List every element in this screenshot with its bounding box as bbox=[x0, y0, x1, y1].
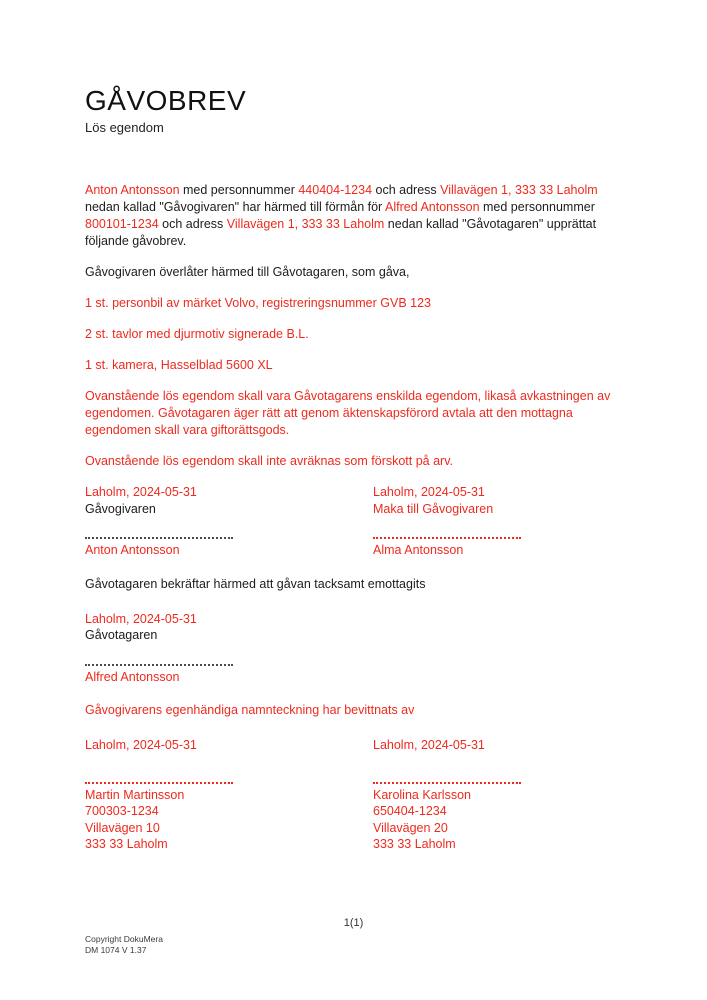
text-segment: med personnummer bbox=[479, 200, 595, 214]
spouse-signature-block bbox=[373, 484, 661, 559]
witness2-address-city: 333 33 Laholm bbox=[373, 837, 456, 851]
donor-signature-role: Gåvogivaren bbox=[85, 501, 156, 516]
recipient-confirmation: Gåvotagaren bekräftar härmed att gåvan tacksamt emottagits bbox=[85, 576, 426, 591]
witness2-block bbox=[373, 737, 661, 853]
gift-item-3: 1 st. kamera, Hasselblad 5600 XL bbox=[85, 358, 273, 372]
witness2-address-street: Villavägen 20 bbox=[373, 820, 448, 835]
spouse-signature-date: Laholm, 2024-05-31 bbox=[373, 485, 485, 499]
gift-item-1: 1 st. personbil av märket Volvo, registreringsnummer GVB 123 bbox=[85, 296, 431, 310]
donor-signature-line bbox=[85, 537, 233, 539]
document-title: GÅVOBREV bbox=[85, 85, 247, 116]
text-segment: Villavägen 1, 333 33 Laholm bbox=[440, 183, 598, 197]
witness2-name: Karolina Karlsson bbox=[373, 787, 471, 802]
donor-signature-name: Anton Antonsson bbox=[85, 543, 180, 557]
witness1-date: Laholm, 2024-05-31 bbox=[85, 738, 197, 752]
text-segment: Villavägen 1, 333 33 Laholm bbox=[226, 217, 385, 231]
inheritance-advance-clause: Ovanstående lös egendom skall inte avräknas som förskott på arv. bbox=[85, 454, 454, 468]
text-segment: 440404-1234 bbox=[298, 183, 373, 197]
witness1-name: Martin Martinsson bbox=[85, 787, 185, 802]
copyright-line: Copyright DokuMera bbox=[85, 934, 163, 944]
gift-item-2: 2 st. tavlor med djurmotiv signerade B.L. bbox=[85, 327, 309, 341]
document-subtitle: Lös egendom bbox=[85, 120, 164, 135]
witness2-date: Laholm, 2024-05-31 bbox=[373, 738, 485, 752]
text-segment: nedan kallad "Gåvotagaren" upprättat följande gåvobrev. bbox=[85, 217, 597, 248]
recipient-signature-block bbox=[85, 611, 373, 686]
text-segment: med personnummer bbox=[179, 183, 299, 197]
separate-property-clause: Ovanstående lös egendom skall vara Gåvotagarens enskilda egendom, likaså avkastningen av egendomen. Gåvotagaren äger rätt att genom äktenskapsförord avtala att den mottagna egendomen skall vara giftorättsgods. bbox=[85, 389, 611, 437]
donor-signature-block bbox=[85, 484, 373, 559]
document-id-line: DM 1074 V 1.37 bbox=[85, 945, 147, 955]
witness-signature-row bbox=[85, 737, 625, 853]
text-segment: 800101-1234 bbox=[85, 217, 159, 231]
spouse-signature-name: Alma Antonsson bbox=[373, 543, 464, 557]
witness1-personnummer: 700303-1234 bbox=[85, 804, 159, 818]
donor-signature-row bbox=[85, 484, 625, 559]
witness2-personnummer: 650404-1234 bbox=[373, 804, 447, 818]
text-segment: och adress bbox=[372, 183, 441, 197]
donor-signature-date: Laholm, 2024-05-31 bbox=[85, 485, 197, 499]
spouse-signature-role: Maka till Gåvogivaren bbox=[373, 501, 494, 516]
recipient-signature-row bbox=[85, 611, 625, 686]
intro-paragraph bbox=[85, 182, 625, 250]
recipient-signature-role: Gåvotagaren bbox=[85, 628, 158, 642]
witness1-signature-line bbox=[85, 782, 233, 784]
recipient-signature-line bbox=[85, 664, 233, 666]
text-segment: nedan kallad "Gåvogivaren" har härmed till förmån för bbox=[85, 200, 386, 214]
recipient-signature-date: Laholm, 2024-05-31 bbox=[85, 611, 197, 626]
spouse-signature-line bbox=[373, 537, 521, 539]
text-segment: Anton Antonsson bbox=[85, 183, 180, 197]
recipient-signature-name: Alfred Antonsson bbox=[85, 669, 180, 684]
transfer-clause: Gåvogivaren överlåter härmed till Gåvotagaren, som gåva, bbox=[85, 265, 410, 279]
witness1-block bbox=[85, 737, 373, 853]
witness1-address-city: 333 33 Laholm bbox=[85, 837, 168, 851]
witness1-address-street: Villavägen 10 bbox=[85, 820, 160, 835]
witness2-signature-line bbox=[373, 782, 521, 784]
witness-heading: Gåvogivarens egenhändiga namnteckning har bevittnats av bbox=[85, 703, 415, 717]
text-segment: och adress bbox=[158, 217, 227, 231]
page-number: 1(1) bbox=[343, 917, 364, 929]
text-segment: Alfred Antonsson bbox=[385, 200, 480, 214]
copyright-notice bbox=[85, 934, 163, 956]
